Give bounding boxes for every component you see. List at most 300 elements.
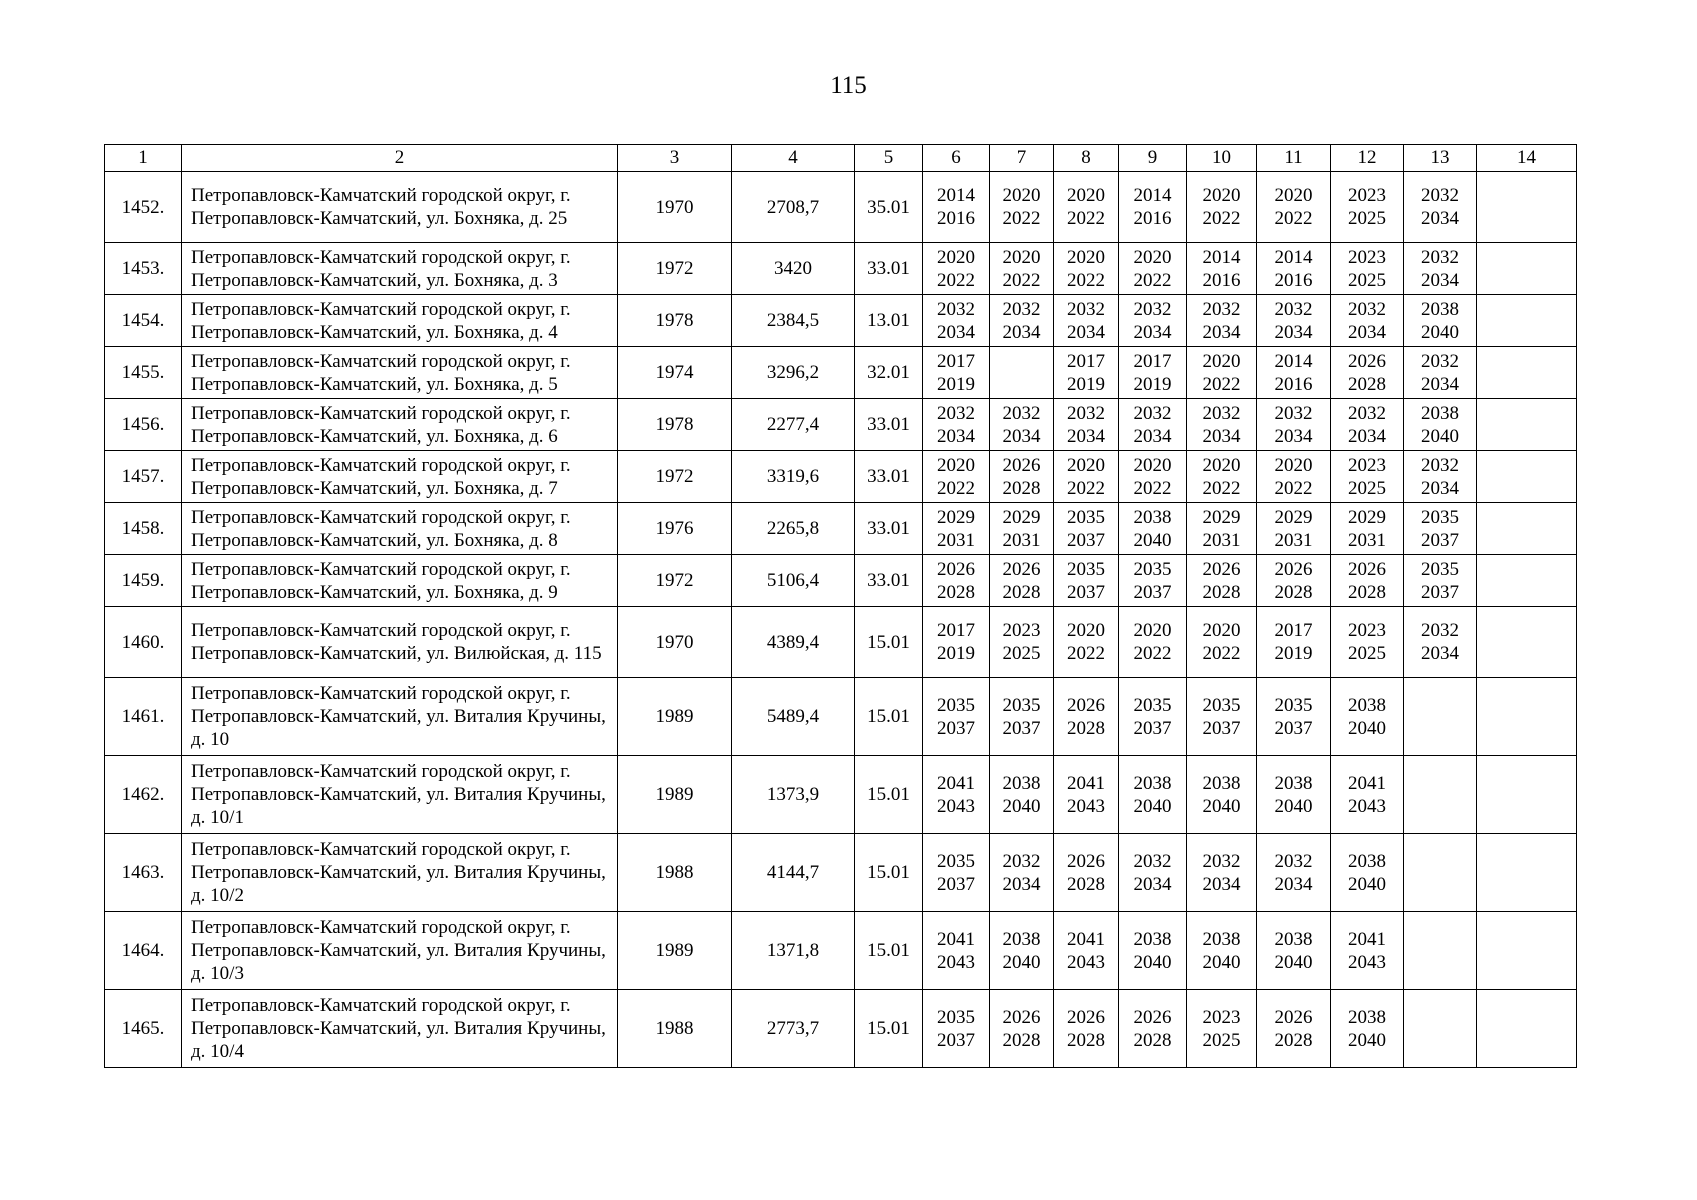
type-code: 33.01 — [855, 399, 923, 451]
period-start-year: 2032 — [1202, 298, 1241, 320]
period-end-year: 2022 — [1067, 208, 1105, 229]
period-end-year: 2028 — [1002, 477, 1041, 499]
period-start-year: 2032 — [1348, 298, 1386, 320]
period-cell — [990, 172, 1054, 243]
period-cell — [1477, 243, 1577, 295]
period-cell — [1404, 756, 1477, 834]
column-header: 4 — [732, 145, 855, 172]
period-start-year: 2035 — [1133, 558, 1172, 580]
period-cell — [1257, 834, 1331, 912]
period-end-year: 2028 — [1067, 873, 1105, 895]
period-cell — [1054, 503, 1119, 555]
build-year: 1972 — [618, 243, 732, 295]
period-start-year: 2038 — [1348, 1006, 1386, 1028]
period-start-year: 2020 — [937, 246, 975, 268]
period-end-year: 2037 — [937, 717, 975, 739]
period-end-year: 2022 — [1133, 643, 1172, 664]
period-cell — [1477, 555, 1577, 607]
period-start-year: 2038 — [1421, 402, 1459, 424]
period-end-year: 2037 — [1067, 581, 1105, 603]
period-end-year: 2022 — [937, 477, 975, 499]
row-number: 1458. — [105, 503, 182, 555]
period-cell — [1257, 399, 1331, 451]
period-cell — [1257, 555, 1331, 607]
period-end-year: 2022 — [1067, 643, 1105, 664]
period-start-year: 2020 — [1067, 620, 1105, 641]
period-cell — [1477, 607, 1577, 678]
column-header: 11 — [1257, 145, 1331, 172]
period-end-year: 2034 — [1002, 425, 1041, 447]
period-start-year: 2038 — [1202, 772, 1241, 794]
period-end-year: 2037 — [1067, 529, 1105, 551]
period-start-year: 2029 — [937, 506, 975, 528]
table-row — [105, 756, 1577, 834]
period-end-year: 2022 — [1274, 477, 1313, 499]
address-cell: Петропавловск-Камчатский городской округ, г. Петропавловск-Камчатский, ул. Виталия Кручины, д. 10/2 — [182, 834, 618, 912]
period-cell — [990, 912, 1054, 990]
period-start-year: 2038 — [1274, 928, 1313, 950]
period-end-year: 2037 — [1202, 717, 1241, 739]
period-end-year: 2043 — [1348, 951, 1386, 973]
period-start-year: 2026 — [1067, 850, 1105, 872]
address-cell: Петропавловск-Камчатский городской округ, г. Петропавловск-Камчатский, ул. Бохняка, д. 25 — [182, 172, 618, 243]
period-start-year: 2026 — [1067, 694, 1105, 716]
area-value: 1373,9 — [732, 756, 855, 834]
period-start-year: 2038 — [1133, 928, 1172, 950]
table-header — [105, 145, 1577, 172]
period-end-year: 2037 — [1421, 529, 1459, 551]
period-cell — [923, 243, 990, 295]
period-end-year: 2025 — [1348, 643, 1386, 664]
period-start-year: 2032 — [937, 298, 975, 320]
column-header: 12 — [1331, 145, 1404, 172]
period-end-year: 2037 — [1274, 717, 1313, 739]
period-cell — [1404, 990, 1477, 1068]
period-cell — [1187, 451, 1257, 503]
period-end-year: 2031 — [1274, 529, 1313, 551]
period-cell — [923, 990, 990, 1068]
period-start-year: 2032 — [1133, 402, 1172, 424]
period-end-year: 2037 — [937, 873, 975, 895]
period-end-year: 2022 — [937, 269, 975, 291]
table-row — [105, 834, 1577, 912]
period-start-year: 2026 — [1274, 1006, 1313, 1028]
type-code: 33.01 — [855, 451, 923, 503]
period-end-year: 2037 — [1133, 581, 1172, 603]
period-start-year: 2032 — [1133, 298, 1172, 320]
period-cell — [923, 756, 990, 834]
period-cell — [1477, 172, 1577, 243]
address-cell: Петропавловск-Камчатский городской округ, г. Петропавловск-Камчатский, ул. Бохняка, д. 6 — [182, 399, 618, 451]
period-end-year: 2034 — [937, 321, 975, 343]
row-number: 1462. — [105, 756, 182, 834]
period-cell — [1187, 295, 1257, 347]
period-end-year: 2019 — [937, 643, 975, 664]
period-start-year: 2026 — [1274, 558, 1313, 580]
period-start-year: 2020 — [1067, 454, 1105, 476]
period-end-year: 2025 — [1002, 643, 1041, 664]
table-row — [105, 172, 1577, 243]
period-start-year: 2020 — [1202, 185, 1241, 206]
period-end-year: 2034 — [1067, 425, 1105, 447]
period-cell — [1477, 503, 1577, 555]
period-end-year: 2028 — [1133, 1029, 1172, 1051]
period-cell — [1054, 295, 1119, 347]
period-cell — [1119, 503, 1187, 555]
period-cell — [1404, 347, 1477, 399]
period-start-year: 2032 — [1421, 185, 1459, 206]
column-header: 2 — [182, 145, 618, 172]
period-cell — [1404, 912, 1477, 990]
period-cell — [1187, 834, 1257, 912]
area-value: 2708,7 — [732, 172, 855, 243]
type-code: 32.01 — [855, 347, 923, 399]
period-start-year: 2026 — [1002, 454, 1041, 476]
period-end-year: 2043 — [1348, 795, 1386, 817]
row-number: 1461. — [105, 678, 182, 756]
period-start-year: 2035 — [1002, 694, 1041, 716]
address-cell: Петропавловск-Камчатский городской округ, г. Петропавловск-Камчатский, ул. Бохняка, д. 8 — [182, 503, 618, 555]
period-end-year: 2040 — [1421, 425, 1459, 447]
period-start-year: 2014 — [1274, 246, 1313, 268]
period-end-year: 2031 — [937, 529, 975, 551]
period-cell — [923, 172, 990, 243]
period-cell — [1054, 399, 1119, 451]
period-start-year: 2032 — [1002, 850, 1041, 872]
period-cell — [1404, 295, 1477, 347]
period-end-year: 2034 — [1274, 321, 1313, 343]
address-cell: Петропавловск-Камчатский городской округ, г. Петропавловск-Камчатский, ул. Бохняка, д. 5 — [182, 347, 618, 399]
build-year: 1989 — [618, 912, 732, 990]
period-cell — [1331, 503, 1404, 555]
period-cell — [1331, 607, 1404, 678]
period-end-year: 2040 — [1202, 951, 1241, 973]
period-cell — [1187, 399, 1257, 451]
period-cell — [990, 451, 1054, 503]
period-end-year: 2031 — [1348, 529, 1386, 551]
period-start-year: 2020 — [1202, 454, 1241, 476]
period-end-year: 2028 — [1002, 1029, 1041, 1051]
period-cell — [1331, 990, 1404, 1068]
period-start-year: 2035 — [937, 1006, 975, 1028]
period-cell — [1257, 451, 1331, 503]
period-start-year: 2026 — [937, 558, 975, 580]
period-start-year: 2014 — [937, 185, 975, 206]
period-cell — [1477, 912, 1577, 990]
column-number-row — [105, 145, 1577, 172]
period-end-year: 2040 — [1274, 951, 1313, 973]
period-cell — [1331, 172, 1404, 243]
column-header: 10 — [1187, 145, 1257, 172]
period-start-year: 2038 — [1202, 928, 1241, 950]
column-header: 3 — [618, 145, 732, 172]
period-start-year: 2026 — [1002, 1006, 1041, 1028]
period-start-year: 2023 — [1202, 1006, 1241, 1028]
type-code: 15.01 — [855, 834, 923, 912]
period-end-year: 2040 — [1133, 795, 1172, 817]
period-end-year: 2040 — [1002, 795, 1041, 817]
table-row — [105, 451, 1577, 503]
area-value: 2384,5 — [732, 295, 855, 347]
period-end-year: 2028 — [1002, 581, 1041, 603]
period-end-year: 2037 — [1133, 717, 1172, 739]
period-start-year: 2038 — [1421, 298, 1459, 320]
period-end-year: 2034 — [1421, 208, 1459, 229]
period-cell — [1331, 243, 1404, 295]
period-cell — [990, 295, 1054, 347]
period-start-year: 2029 — [1348, 506, 1386, 528]
period-start-year: 2020 — [937, 454, 975, 476]
period-start-year: 2035 — [1133, 694, 1172, 716]
period-cell — [923, 834, 990, 912]
period-cell — [1404, 399, 1477, 451]
period-start-year: 2035 — [1421, 506, 1459, 528]
period-end-year: 2034 — [1002, 873, 1041, 895]
column-header: 6 — [923, 145, 990, 172]
period-end-year: 2016 — [1274, 373, 1313, 395]
period-end-year: 2040 — [1002, 951, 1041, 973]
period-cell — [923, 295, 990, 347]
period-start-year: 2032 — [1348, 402, 1386, 424]
period-start-year: 2026 — [1348, 558, 1386, 580]
period-cell — [1054, 912, 1119, 990]
period-end-year: 2034 — [1421, 643, 1459, 664]
address-cell: Петропавловск-Камчатский городской округ, г. Петропавловск-Камчатский, ул. Виталия Кручины, д. 10/1 — [182, 756, 618, 834]
period-cell — [1257, 243, 1331, 295]
period-cell — [1187, 555, 1257, 607]
area-value: 5106,4 — [732, 555, 855, 607]
address-cell: Петропавловск-Камчатский городской округ, г. Петропавловск-Камчатский, ул. Вилюйская, д. 115 — [182, 607, 618, 678]
row-number: 1455. — [105, 347, 182, 399]
period-cell — [1187, 503, 1257, 555]
period-end-year: 2034 — [1133, 873, 1172, 895]
column-header: 9 — [1119, 145, 1187, 172]
period-cell — [1119, 243, 1187, 295]
period-start-year: 2020 — [1202, 350, 1241, 372]
table-row — [105, 990, 1577, 1068]
period-end-year: 2034 — [1202, 873, 1241, 895]
period-start-year: 2032 — [1002, 402, 1041, 424]
period-end-year: 2022 — [1202, 208, 1241, 229]
column-header: 5 — [855, 145, 923, 172]
period-end-year: 2040 — [1348, 873, 1386, 895]
period-start-year: 2023 — [1002, 620, 1041, 641]
period-end-year: 2034 — [1421, 373, 1459, 395]
period-end-year: 2034 — [1202, 321, 1241, 343]
period-start-year: 2035 — [1067, 506, 1105, 528]
row-number: 1463. — [105, 834, 182, 912]
period-cell — [1187, 243, 1257, 295]
period-cell — [1054, 990, 1119, 1068]
area-value: 2773,7 — [732, 990, 855, 1068]
period-cell — [1054, 607, 1119, 678]
area-value: 5489,4 — [732, 678, 855, 756]
period-cell — [1119, 607, 1187, 678]
period-end-year: 2028 — [937, 581, 975, 603]
period-start-year: 2032 — [1202, 850, 1241, 872]
period-start-year: 2035 — [1274, 694, 1313, 716]
period-start-year: 2026 — [1133, 1006, 1172, 1028]
period-start-year: 2017 — [937, 620, 975, 641]
period-start-year: 2032 — [1202, 402, 1241, 424]
column-header: 1 — [105, 145, 182, 172]
period-start-year: 2017 — [1067, 350, 1105, 372]
table-body — [105, 172, 1577, 1068]
period-start-year: 2041 — [1348, 928, 1386, 950]
period-end-year: 2028 — [1348, 373, 1386, 395]
period-cell — [1404, 678, 1477, 756]
type-code: 15.01 — [855, 607, 923, 678]
table-row — [105, 399, 1577, 451]
row-number: 1459. — [105, 555, 182, 607]
period-cell — [1477, 399, 1577, 451]
period-start-year: 2032 — [937, 402, 975, 424]
period-end-year: 2043 — [1067, 951, 1105, 973]
period-end-year: 2022 — [1002, 208, 1041, 229]
period-start-year: 2017 — [937, 350, 975, 372]
period-cell — [1054, 555, 1119, 607]
period-end-year: 2022 — [1002, 269, 1041, 291]
period-start-year: 2029 — [1274, 506, 1313, 528]
period-cell — [923, 347, 990, 399]
period-cell — [1477, 295, 1577, 347]
row-number: 1452. — [105, 172, 182, 243]
period-cell — [990, 347, 1054, 399]
build-year: 1972 — [618, 555, 732, 607]
period-end-year: 2022 — [1202, 477, 1241, 499]
period-cell — [1054, 756, 1119, 834]
row-number: 1456. — [105, 399, 182, 451]
table-row — [105, 347, 1577, 399]
build-year: 1978 — [618, 295, 732, 347]
period-start-year: 2035 — [937, 850, 975, 872]
period-cell — [1404, 503, 1477, 555]
period-cell — [1331, 295, 1404, 347]
period-cell — [1404, 172, 1477, 243]
period-end-year: 2025 — [1348, 269, 1386, 291]
period-end-year: 2019 — [1067, 373, 1105, 395]
period-cell — [1477, 347, 1577, 399]
period-cell — [990, 399, 1054, 451]
period-cell — [1119, 678, 1187, 756]
period-start-year: 2014 — [1274, 350, 1313, 372]
address-cell: Петропавловск-Камчатский городской округ, г. Петропавловск-Камчатский, ул. Виталия Кручины, д. 10/4 — [182, 990, 618, 1068]
period-start-year: 2020 — [1274, 454, 1313, 476]
period-cell — [1404, 607, 1477, 678]
period-cell — [923, 607, 990, 678]
period-cell — [1119, 834, 1187, 912]
period-start-year: 2026 — [1202, 558, 1241, 580]
period-start-year: 2038 — [1274, 772, 1313, 794]
table-row — [105, 295, 1577, 347]
period-cell — [1054, 451, 1119, 503]
build-year: 1976 — [618, 503, 732, 555]
period-end-year: 2040 — [1348, 1029, 1386, 1051]
table-row — [105, 607, 1577, 678]
period-start-year: 2026 — [1002, 558, 1041, 580]
address-cell: Петропавловск-Камчатский городской округ, г. Петропавловск-Камчатский, ул. Виталия Кручины, д. 10/3 — [182, 912, 618, 990]
period-end-year: 2028 — [1274, 581, 1313, 603]
period-start-year: 2038 — [1002, 928, 1041, 950]
period-start-year: 2029 — [1202, 506, 1241, 528]
period-end-year: 2019 — [1133, 373, 1172, 395]
row-number: 1454. — [105, 295, 182, 347]
area-value: 2277,4 — [732, 399, 855, 451]
period-cell — [1477, 451, 1577, 503]
period-end-year: 2040 — [1133, 951, 1172, 973]
type-code: 33.01 — [855, 555, 923, 607]
period-end-year: 2034 — [1348, 425, 1386, 447]
period-cell — [1119, 990, 1187, 1068]
column-header: 13 — [1404, 145, 1477, 172]
period-cell — [990, 243, 1054, 295]
period-start-year: 2032 — [1067, 402, 1105, 424]
period-cell — [1054, 347, 1119, 399]
period-start-year: 2032 — [1067, 298, 1105, 320]
period-start-year: 2041 — [1067, 772, 1105, 794]
period-cell — [1477, 990, 1577, 1068]
period-start-year: 2017 — [1274, 620, 1313, 641]
period-end-year: 2040 — [1421, 321, 1459, 343]
address-cell: Петропавловск-Камчатский городской округ, г. Петропавловск-Камчатский, ул. Бохняка, д. 3 — [182, 243, 618, 295]
period-start-year: 2035 — [1202, 694, 1241, 716]
period-end-year: 2025 — [1348, 208, 1386, 229]
period-end-year: 2034 — [1133, 321, 1172, 343]
area-value: 3319,6 — [732, 451, 855, 503]
build-year: 1970 — [618, 607, 732, 678]
period-end-year: 2043 — [937, 951, 975, 973]
period-cell — [1054, 678, 1119, 756]
period-start-year: 2041 — [937, 772, 975, 794]
type-code: 33.01 — [855, 503, 923, 555]
period-cell — [1054, 243, 1119, 295]
period-start-year: 2032 — [1421, 350, 1459, 372]
address-cell: Петропавловск-Камчатский городской округ, г. Петропавловск-Камчатский, ул. Бохняка, д. 7 — [182, 451, 618, 503]
period-cell — [923, 912, 990, 990]
column-header: 8 — [1054, 145, 1119, 172]
period-cell — [923, 555, 990, 607]
period-start-year: 2020 — [1067, 246, 1105, 268]
period-start-year: 2041 — [937, 928, 975, 950]
period-end-year: 2034 — [1002, 321, 1041, 343]
period-cell — [1404, 834, 1477, 912]
period-start-year: 2020 — [1133, 620, 1172, 641]
period-start-year: 2023 — [1348, 454, 1386, 476]
period-start-year: 2041 — [1067, 928, 1105, 950]
row-number: 1465. — [105, 990, 182, 1068]
row-number: 1453. — [105, 243, 182, 295]
period-end-year: 2025 — [1202, 1029, 1241, 1051]
period-cell — [1477, 834, 1577, 912]
period-cell — [1331, 834, 1404, 912]
period-start-year: 2017 — [1133, 350, 1172, 372]
period-start-year: 2026 — [1067, 1006, 1105, 1028]
period-start-year: 2020 — [1133, 246, 1172, 268]
period-cell — [1119, 172, 1187, 243]
type-code: 15.01 — [855, 912, 923, 990]
period-start-year: 2023 — [1348, 185, 1386, 206]
period-end-year: 2016 — [1133, 208, 1172, 229]
row-number: 1457. — [105, 451, 182, 503]
period-end-year: 2034 — [1274, 425, 1313, 447]
period-cell — [1119, 295, 1187, 347]
period-end-year: 2022 — [1202, 373, 1241, 395]
period-end-year: 2031 — [1202, 529, 1241, 551]
period-cell — [990, 990, 1054, 1068]
period-end-year: 2034 — [1421, 477, 1459, 499]
period-start-year: 2041 — [1348, 772, 1386, 794]
period-cell — [1257, 990, 1331, 1068]
